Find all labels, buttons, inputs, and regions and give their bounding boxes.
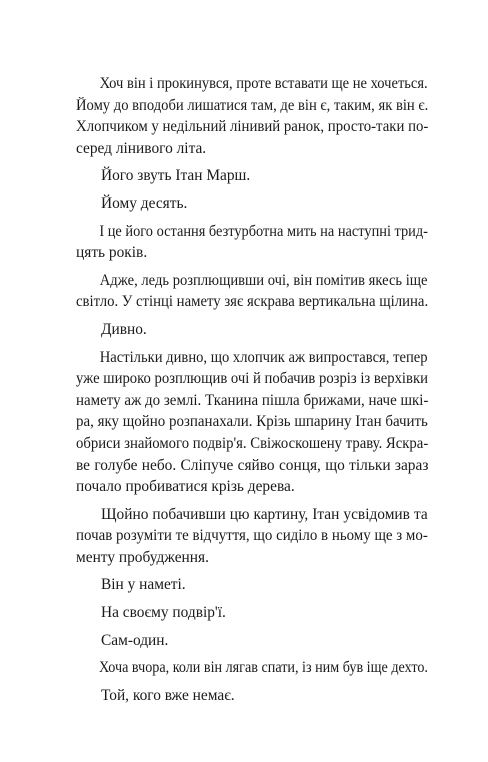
text-line: Настільки дивно, що хлопчик аж випростався, тепер [99, 348, 428, 366]
text-line: цять років. [76, 244, 148, 262]
text-line: Він у наметі. [101, 576, 186, 594]
paragraph [76, 270, 428, 313]
text-line: світло. У стінці намету зяє яскрава вертикальна щілина. [76, 293, 429, 311]
text-line: Хоч він і прокинувся, проте вставати ще не хочеться. [99, 75, 428, 92]
paragraph [76, 319, 428, 341]
text-line: Йому до вподоби лишатися там, де він є, таким, як він є. [76, 96, 429, 114]
text-line: Щойно побачивши цю картину, Ітан усвідомив та [101, 505, 428, 523]
paragraph [76, 165, 428, 187]
text-line: серед лінивого літа. [76, 139, 207, 157]
paragraph [76, 193, 428, 215]
text-line: ве голубе небо. Сліпуче сяйво сонця, що тільки зараз [76, 456, 429, 474]
book-page-text [76, 73, 428, 712]
paragraph [76, 685, 428, 707]
paragraph [76, 657, 428, 679]
text-line: уже широко розплющив очі й побачив розріз із верхівки [76, 370, 428, 388]
paragraph [76, 504, 428, 569]
text-line: ра, яку щойно розпанахали. Крізь шпарину Ітан бачить [76, 413, 428, 431]
text-line: менту пробудження. [76, 548, 209, 566]
paragraph [76, 73, 428, 159]
text-line: Той, кого вже немає. [101, 686, 235, 704]
text-line: Його звуть Ітан Марш. [101, 167, 251, 185]
text-line: І це його остання безтурботна мить на наступні трид- [99, 222, 428, 240]
paragraph [76, 347, 428, 498]
text-line: Сам-один. [101, 631, 169, 649]
text-line: Дивно. [101, 320, 147, 338]
text-line: Хлопчиком у недільний лінивий ранок, просто-таки по- [76, 118, 429, 136]
paragraph [76, 574, 428, 596]
text-line: Хоча вчора, коли він лягав спати, із ним був іще дехто. [98, 659, 428, 677]
paragraph [76, 221, 428, 264]
paragraph [76, 602, 428, 624]
text-line: обриси знайомого подвір'я. Свіжоскошену траву. Яскра- [76, 434, 429, 452]
text-line: почав розуміти те відчуття, що сиділо в ньому ще з мо- [76, 527, 428, 545]
text-line: Адже, ледь розплющивши очі, він помітив якесь іще [99, 271, 428, 289]
text-line: Йому десять. [101, 194, 188, 212]
text-line: намету аж до землі. Тканина пішла брижами, наче шкі- [76, 391, 429, 409]
text-line: почало пробиватися крізь дерева. [76, 478, 295, 496]
paragraph [76, 630, 428, 652]
text-line: На своєму подвір'ї. [101, 604, 226, 622]
